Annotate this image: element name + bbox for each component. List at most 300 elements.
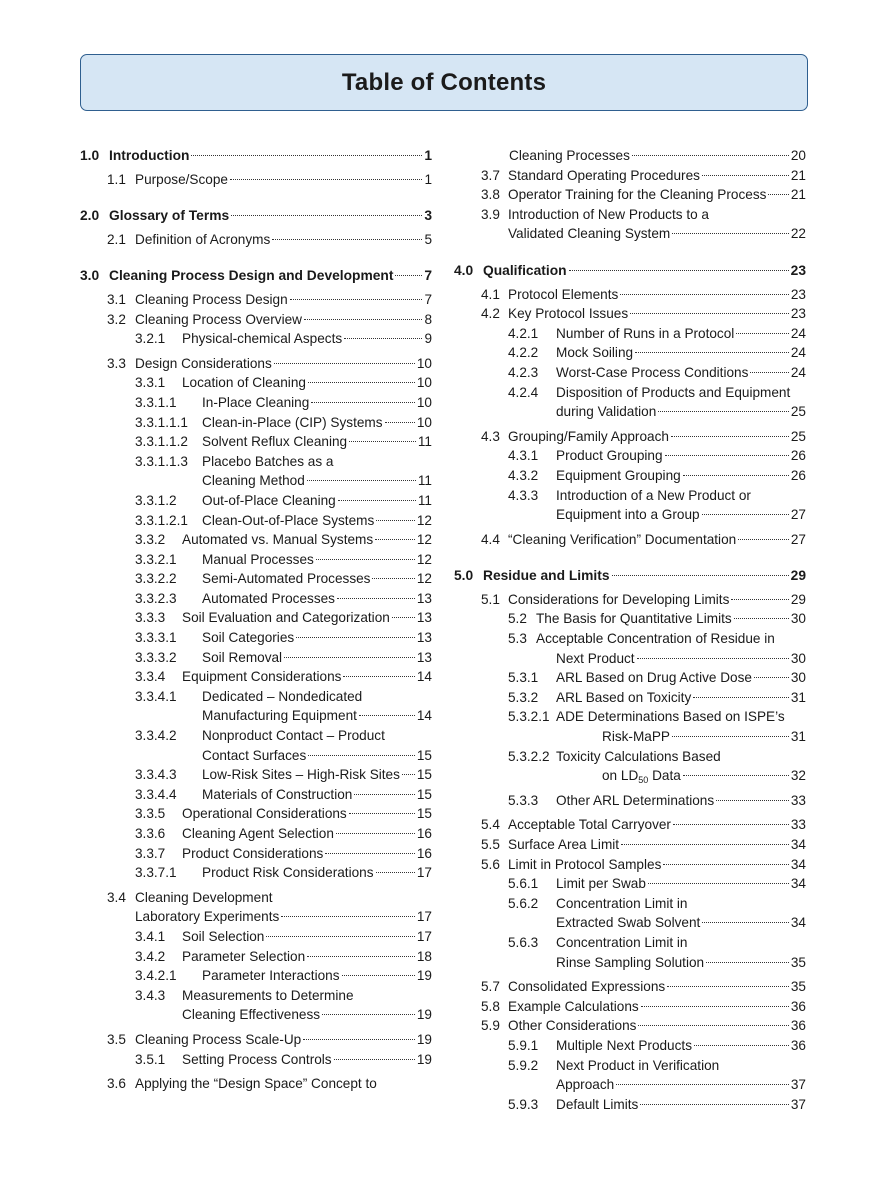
- toc-entry-title: In-Place Cleaning: [202, 394, 310, 410]
- toc-entry-title: Limit in Protocol Samples: [508, 856, 662, 872]
- dot-leader: [336, 833, 415, 834]
- toc-entry[interactable]: [454, 629, 806, 668]
- dot-leader: [308, 382, 415, 383]
- toc-entry[interactable]: [80, 986, 432, 1025]
- toc-entry-page: 17: [416, 909, 432, 925]
- dot-leader: [612, 575, 789, 576]
- toc-entry[interactable]: [80, 393, 432, 413]
- toc-entry-page: 13: [416, 610, 432, 626]
- toc-entry-number: 4.2.2: [508, 345, 539, 361]
- toc-entry-title-continued: during Validation: [556, 404, 657, 420]
- toc-entry[interactable]: [80, 648, 432, 668]
- toc-entry-page: 5: [424, 231, 432, 247]
- toc-entry[interactable]: [454, 609, 806, 629]
- toc-entry-title: ARL Based on Toxicity: [556, 689, 692, 705]
- toc-entry[interactable]: [80, 628, 432, 648]
- toc-left-column: [80, 146, 432, 1094]
- toc-entry-title: Multiple Next Products: [556, 1037, 692, 1053]
- dot-leader: [716, 800, 789, 801]
- toc-entry-number: 5.8: [481, 998, 500, 1014]
- toc-entry-number: 4.4: [481, 531, 500, 547]
- toc-entry[interactable]: [454, 791, 806, 811]
- toc-entry-page: 15: [416, 806, 432, 822]
- toc-entry[interactable]: [80, 230, 432, 250]
- toc-entry[interactable]: [454, 688, 806, 708]
- toc-entry[interactable]: [454, 146, 806, 166]
- toc-entry[interactable]: [454, 997, 806, 1017]
- toc-entry[interactable]: [80, 491, 432, 511]
- toc-entry-title: Product Considerations: [182, 845, 324, 861]
- toc-entry-number: 3.4: [107, 889, 126, 905]
- toc-entry-title: Design Considerations: [135, 355, 272, 371]
- toc-entry-page: 15: [416, 767, 432, 783]
- toc-entry[interactable]: [80, 511, 432, 531]
- toc-entry-title-continued: Contact Surfaces: [202, 747, 307, 763]
- dot-leader: [731, 599, 788, 600]
- toc-entry-number: 3.3.2.1: [135, 551, 177, 567]
- toc-entry-title: Residue and Limits: [483, 568, 610, 584]
- toc-entry-title: Soil Evaluation and Categorization: [182, 610, 390, 626]
- toc-entry-title: Cleaning Process Scale-Up: [135, 1031, 302, 1047]
- toc-entry-number: 3.0: [80, 268, 100, 284]
- dot-leader: [191, 155, 422, 156]
- toc-entry-page: 24: [790, 364, 806, 380]
- toc-entry[interactable]: [80, 927, 432, 947]
- toc-entry-page: 10: [416, 394, 432, 410]
- dot-leader: [640, 1104, 789, 1105]
- dot-leader: [702, 175, 789, 176]
- dot-leader: [694, 1045, 789, 1046]
- dot-leader: [667, 986, 789, 987]
- toc-entry-number: 3.2.1: [135, 331, 166, 347]
- dot-leader: [702, 922, 789, 923]
- toc-entry-page: 30: [790, 650, 806, 666]
- toc-entry[interactable]: [454, 466, 806, 486]
- toc-entry[interactable]: [80, 452, 432, 491]
- toc-entry-title: Cleaning Process Design: [135, 291, 288, 307]
- toc-entry[interactable]: [454, 590, 806, 610]
- toc-entry[interactable]: [454, 668, 806, 688]
- toc-entry-page: 29: [790, 591, 806, 607]
- dot-leader: [671, 436, 789, 437]
- toc-entry-page: 9: [424, 331, 432, 347]
- toc-entry-number: 3.3.3.2: [135, 649, 177, 665]
- dot-leader: [392, 617, 415, 618]
- toc-entry[interactable]: [80, 608, 432, 628]
- dot-leader: [308, 755, 415, 756]
- toc-entry-number: 3.5.1: [135, 1051, 166, 1067]
- toc-entry-page: 19: [416, 1007, 432, 1023]
- toc-entry-title: Soil Categories: [202, 630, 295, 646]
- toc-entry-page: 19: [416, 1051, 432, 1067]
- toc-entry-number: 5.7: [481, 979, 500, 995]
- toc-entry-number: 5.3.3: [508, 792, 539, 808]
- toc-entry-number: 5.6.1: [508, 876, 539, 892]
- toc-entry-title: Materials of Construction: [202, 786, 353, 802]
- toc-entry[interactable]: [454, 855, 806, 875]
- dot-leader: [665, 455, 789, 456]
- toc-entry[interactable]: [80, 170, 432, 190]
- toc-entry-title: Parameter Interactions: [202, 968, 340, 984]
- dot-leader: [304, 319, 422, 320]
- dot-leader: [311, 402, 415, 403]
- toc-entry-title: Physical-chemical Aspects: [182, 331, 343, 347]
- toc-entry-number: 3.8: [481, 187, 500, 203]
- dot-leader: [284, 657, 415, 658]
- toc-entry[interactable]: [454, 894, 806, 933]
- dot-leader: [632, 155, 789, 156]
- toc-entry-page: 27: [790, 531, 806, 547]
- toc-entry[interactable]: [454, 707, 806, 746]
- toc-entry[interactable]: [454, 261, 806, 281]
- toc-entry[interactable]: [80, 947, 432, 967]
- toc-entry-title: Out-of-Place Cleaning: [202, 492, 336, 508]
- toc-entry-page: 13: [416, 630, 432, 646]
- toc-entry-page: 16: [416, 826, 432, 841]
- toc-entry-number: 3.3.1.1.3: [135, 453, 188, 469]
- toc-entry-page: 7: [424, 291, 432, 307]
- toc-entry-page: 34: [790, 915, 806, 931]
- toc-entry[interactable]: [454, 166, 806, 186]
- toc-entry[interactable]: [454, 815, 806, 835]
- toc-entry-page: 23: [790, 262, 806, 278]
- toc-entry-page: 24: [790, 345, 806, 361]
- toc-entry[interactable]: [80, 530, 432, 550]
- toc-entry-page: 37: [790, 1077, 806, 1093]
- toc-entry[interactable]: [454, 446, 806, 466]
- toc-entry-page: 19: [416, 1031, 432, 1047]
- toc-entry[interactable]: [80, 888, 432, 927]
- toc-entry-page: 33: [790, 817, 806, 833]
- toc-entry-number: 3.4.2: [135, 948, 166, 964]
- toc-entry-number: 4.2.1: [508, 325, 539, 341]
- toc-entry-page: 13: [416, 649, 432, 665]
- toc-entry[interactable]: [454, 1016, 806, 1036]
- toc-entry-title: Worst-Case Process Conditions: [556, 364, 749, 380]
- toc-entry[interactable]: [454, 185, 806, 205]
- toc-entry[interactable]: [454, 530, 806, 550]
- dot-leader: [683, 475, 789, 476]
- toc-entry-number: 4.0: [454, 262, 474, 278]
- toc-entry[interactable]: [454, 933, 806, 972]
- toc-entry[interactable]: [454, 486, 806, 525]
- toc-entry-title: Low-Risk Sites – High-Risk Sites: [202, 767, 400, 783]
- toc-entry-page: 19: [416, 968, 432, 984]
- toc-entry[interactable]: [454, 285, 806, 305]
- toc-entry-page: 36: [790, 998, 806, 1014]
- toc-entry-title: Example Calculations: [508, 998, 639, 1014]
- toc-entry[interactable]: [80, 354, 432, 374]
- toc-entry[interactable]: [454, 874, 806, 894]
- toc-entry[interactable]: [80, 726, 432, 765]
- toc-entry-title: Next Product in Verification: [556, 1057, 720, 1073]
- dot-leader: [230, 179, 422, 180]
- dot-leader: [663, 864, 789, 865]
- toc-entry-title-continued: Risk-MaPP: [602, 729, 670, 745]
- toc-entry[interactable]: [80, 785, 432, 805]
- toc-entry[interactable]: [80, 966, 432, 986]
- toc-entry-page: 11: [417, 434, 432, 450]
- toc-entry-number: 3.3: [107, 355, 126, 371]
- dot-leader: [658, 411, 789, 412]
- toc-entry-page: 22: [790, 226, 806, 242]
- toc-entry-number: 5.9.3: [508, 1096, 539, 1112]
- toc-entry-title: Automated vs. Manual Systems: [182, 532, 374, 548]
- dot-leader: [334, 1059, 415, 1060]
- toc-entry-title: Glossary of Terms: [109, 208, 230, 224]
- toc-entry-title: Measurements to Determine: [182, 987, 354, 1003]
- toc-entry-title: Other ARL Determinations: [556, 792, 715, 808]
- toc-entry-page: 34: [790, 856, 806, 872]
- toc-entry-title: Surface Area Limit: [508, 837, 620, 852]
- toc-entry[interactable]: [80, 1074, 432, 1094]
- toc-entry[interactable]: [80, 1050, 432, 1070]
- toc-entry[interactable]: [454, 747, 806, 791]
- dot-leader: [754, 677, 789, 678]
- dot-leader: [637, 658, 789, 659]
- dot-leader: [354, 794, 415, 795]
- toc-entry-page: 15: [416, 747, 432, 763]
- toc-entry-title: Cleaning Agent Selection: [182, 826, 334, 841]
- toc-entry-number: 3.3.1: [135, 375, 166, 391]
- toc-entry[interactable]: [454, 1056, 806, 1095]
- toc-entry-page: 1: [424, 171, 432, 187]
- toc-entry-title: Purpose/Scope: [135, 171, 228, 187]
- toc-entry[interactable]: [80, 804, 432, 824]
- toc-entry-title: Soil Selection: [182, 928, 265, 944]
- toc-entry-page: 34: [790, 837, 806, 852]
- toc-entry[interactable]: [454, 343, 806, 363]
- toc-entry[interactable]: [80, 1030, 432, 1050]
- toc-entry[interactable]: [80, 373, 432, 393]
- toc-entry-title: Soil Removal: [202, 649, 283, 665]
- dot-leader: [736, 333, 789, 334]
- toc-entry[interactable]: [80, 589, 432, 609]
- toc-entry-number: 3.6: [107, 1076, 126, 1092]
- dot-leader: [385, 422, 415, 423]
- toc-entry[interactable]: [80, 266, 432, 286]
- toc-entry-page: 21: [790, 187, 806, 203]
- toc-entry-page: 23: [790, 306, 806, 322]
- toc-entry-number: 5.6: [481, 856, 500, 872]
- toc-entry-page: 17: [416, 865, 432, 881]
- toc-entry-title-continued: Validated Cleaning System: [508, 226, 671, 242]
- toc-entry[interactable]: [80, 863, 432, 883]
- toc-entry-page: 25: [790, 428, 806, 444]
- toc-entry[interactable]: [454, 1095, 806, 1115]
- toc-entry[interactable]: [80, 290, 432, 310]
- toc-entry[interactable]: [454, 835, 806, 855]
- toc-entry-number: 3.3.2.3: [135, 590, 177, 606]
- toc-entry[interactable]: [454, 977, 806, 997]
- toc-entry-number: 3.3.2: [135, 532, 166, 548]
- toc-entry-page: 34: [790, 876, 806, 892]
- toc-entry-title: Product Grouping: [556, 448, 663, 464]
- toc-entry-number: 5.4: [481, 817, 500, 833]
- toc-entry-number: 5.3.2.2: [508, 748, 550, 764]
- dot-leader: [734, 618, 789, 619]
- toc-entry[interactable]: [80, 432, 432, 452]
- dot-leader: [349, 441, 416, 442]
- dot-leader: [672, 233, 789, 234]
- toc-entry-page: 13: [416, 590, 432, 606]
- toc-entry-page: 15: [416, 786, 432, 802]
- toc-entry-page: 21: [790, 167, 806, 183]
- toc-entry-number: 3.3.1.1: [135, 394, 177, 410]
- toc-entry-title-continued: Cleaning Method: [202, 473, 305, 489]
- dot-leader: [344, 338, 422, 339]
- toc-entry[interactable]: [80, 844, 432, 864]
- toc-entry-page: 36: [790, 1018, 806, 1034]
- toc-entry[interactable]: [80, 667, 432, 687]
- dot-leader: [621, 844, 789, 845]
- toc-entry-title-continued: on $LD_{50}$ Data: [602, 768, 681, 786]
- toc-entry-title: ARL Based on Drug Active Dose: [556, 670, 752, 686]
- toc-entry-number: 2.1: [107, 231, 126, 247]
- toc-entry-number: 4.2.3: [508, 364, 539, 380]
- dot-leader: [738, 539, 789, 540]
- toc-entry-page: 10: [416, 375, 432, 391]
- toc-entry-title: Consolidated Expressions: [508, 979, 666, 995]
- toc-entry-title: Definition of Acronyms: [135, 231, 271, 247]
- toc-entry-title: Introduction of a New Product or: [556, 487, 751, 503]
- dot-leader: [376, 872, 415, 873]
- toc-entry-title: Clean-in-Place (CIP) Systems: [202, 414, 383, 430]
- toc-entry-title: Standard Operating Procedures: [508, 167, 700, 183]
- toc-entry-number: 5.6.2: [508, 895, 539, 911]
- toc-entry-page: 31: [790, 729, 806, 745]
- toc-entry-page: 18: [416, 948, 432, 964]
- toc-entry-number: 5.9.1: [508, 1037, 539, 1053]
- toc-entry-page: 11: [417, 492, 432, 508]
- toc-entry-title: Setting Process Controls: [182, 1051, 332, 1067]
- toc-entry-page: 33: [790, 792, 806, 808]
- toc-entry[interactable]: [80, 765, 432, 785]
- dot-leader: [402, 774, 415, 775]
- toc-entry-number: 3.9: [481, 206, 500, 222]
- toc-entry-number: 3.2: [107, 311, 126, 327]
- toc-entry-page: 36: [790, 1037, 806, 1053]
- dot-leader: [395, 275, 422, 276]
- toc-entry-title: Equipment Grouping: [556, 467, 681, 483]
- toc-entry-page: 17: [416, 928, 432, 944]
- toc-entry-number: 5.3: [508, 631, 527, 647]
- toc-entry-title: Operational Considerations: [182, 806, 347, 822]
- toc-entry-number: 5.9: [481, 1018, 500, 1034]
- toc-entry[interactable]: [80, 687, 432, 726]
- dot-leader: [272, 239, 422, 240]
- toc-entry[interactable]: [80, 206, 432, 226]
- toc-entry-number: 3.4.1: [135, 928, 166, 944]
- toc-entry[interactable]: [80, 329, 432, 349]
- toc-entry-title: Mock Soiling: [556, 345, 634, 361]
- dot-leader: [672, 736, 789, 737]
- toc-right-column: [454, 146, 806, 1114]
- toc-entry-title: Dedicated – Nondedicated: [202, 688, 363, 704]
- toc-entry-page: 29: [790, 568, 806, 584]
- toc-entry[interactable]: [80, 824, 432, 844]
- toc-entry-page: 20: [790, 148, 806, 163]
- toc-entry-number: 3.3.1.2: [135, 492, 177, 508]
- toc-entry[interactable]: [454, 566, 806, 586]
- dot-leader: [648, 883, 789, 884]
- toc-entry-page: 14: [416, 669, 432, 685]
- toc-entry-page: 12: [416, 532, 432, 548]
- dot-leader: [616, 1084, 789, 1085]
- toc-entry-number: 2.0: [80, 208, 100, 224]
- toc-entry-number: 3.3.7: [135, 845, 166, 861]
- toc-entry-title: Concentration Limit in: [556, 934, 688, 950]
- toc-entry-page: 26: [790, 467, 806, 483]
- toc-entry-number: 3.3.6: [135, 826, 166, 841]
- toc-entry[interactable]: [454, 324, 806, 344]
- toc-entry-title: Toxicity Calculations Based: [556, 748, 721, 764]
- dot-leader: [307, 480, 416, 481]
- toc-entry-title-continued: Next Product: [556, 650, 635, 666]
- toc-entry[interactable]: [454, 205, 806, 244]
- toc-entry-title-continued: Equipment into a Group: [556, 507, 700, 523]
- dot-leader: [342, 975, 415, 976]
- toc-entry-page: 14: [416, 708, 432, 724]
- dot-leader: [620, 294, 789, 295]
- toc-entry-number: 5.1: [481, 591, 500, 607]
- toc-entry-page: 26: [790, 448, 806, 464]
- toc-entry-title: Parameter Selection: [182, 948, 306, 964]
- dot-leader: [343, 676, 414, 677]
- toc-entry-number: 5.9.2: [508, 1057, 539, 1073]
- toc-entry[interactable]: [454, 304, 806, 324]
- toc-entry-title: Cleaning Process Design and Development: [109, 268, 394, 284]
- toc-entry-title-continued: Rinse Sampling Solution: [556, 954, 705, 970]
- toc-entry[interactable]: [454, 427, 806, 447]
- toc-entry-number: 5.5: [481, 837, 500, 852]
- toc-entry-page: 12: [416, 551, 432, 567]
- toc-entry-number: 1.1: [107, 171, 126, 187]
- toc-entry[interactable]: [80, 569, 432, 589]
- toc-entry[interactable]: [80, 146, 432, 166]
- toc-entry-number: 3.3.1.2.1: [135, 512, 188, 528]
- toc-entry-number: 3.3.2.2: [135, 571, 177, 587]
- dot-leader: [316, 559, 415, 560]
- toc-entry-title: Grouping/Family Approach: [508, 428, 669, 444]
- dot-leader: [338, 500, 416, 501]
- dot-leader: [638, 1025, 788, 1026]
- dot-leader: [683, 775, 789, 776]
- toc-entry-page: 1: [424, 148, 432, 163]
- toc-entry[interactable]: [80, 550, 432, 570]
- dot-leader: [702, 514, 789, 515]
- toc-entry-number: 3.7: [481, 167, 500, 183]
- toc-entry-number: 3.3.4.2: [135, 728, 177, 744]
- toc-entry-title: Cleaning Process Overview: [135, 311, 302, 327]
- toc-entry-number: 4.2: [481, 306, 500, 322]
- toc-entry[interactable]: [454, 383, 806, 422]
- dot-leader: [641, 1006, 789, 1007]
- toc-entry-page: 12: [416, 571, 432, 587]
- toc-entry-title: Equipment Considerations: [182, 669, 342, 685]
- toc-entry[interactable]: [80, 310, 432, 330]
- toc-entry-number: 3.3.5: [135, 806, 166, 822]
- toc-entry-title-continued: Laboratory Experiments: [135, 909, 280, 925]
- toc-entry[interactable]: [454, 1036, 806, 1056]
- toc-entry-number: 3.3.3: [135, 610, 166, 626]
- toc-entry-number: 4.3.3: [508, 487, 539, 503]
- toc-entry-number: 1.0: [80, 148, 100, 163]
- toc-entry[interactable]: [454, 363, 806, 383]
- toc-entry[interactable]: [80, 413, 432, 433]
- toc-entry-title: Number of Runs in a Protocol: [556, 325, 735, 341]
- toc-entry-title: Default Limits: [556, 1096, 639, 1112]
